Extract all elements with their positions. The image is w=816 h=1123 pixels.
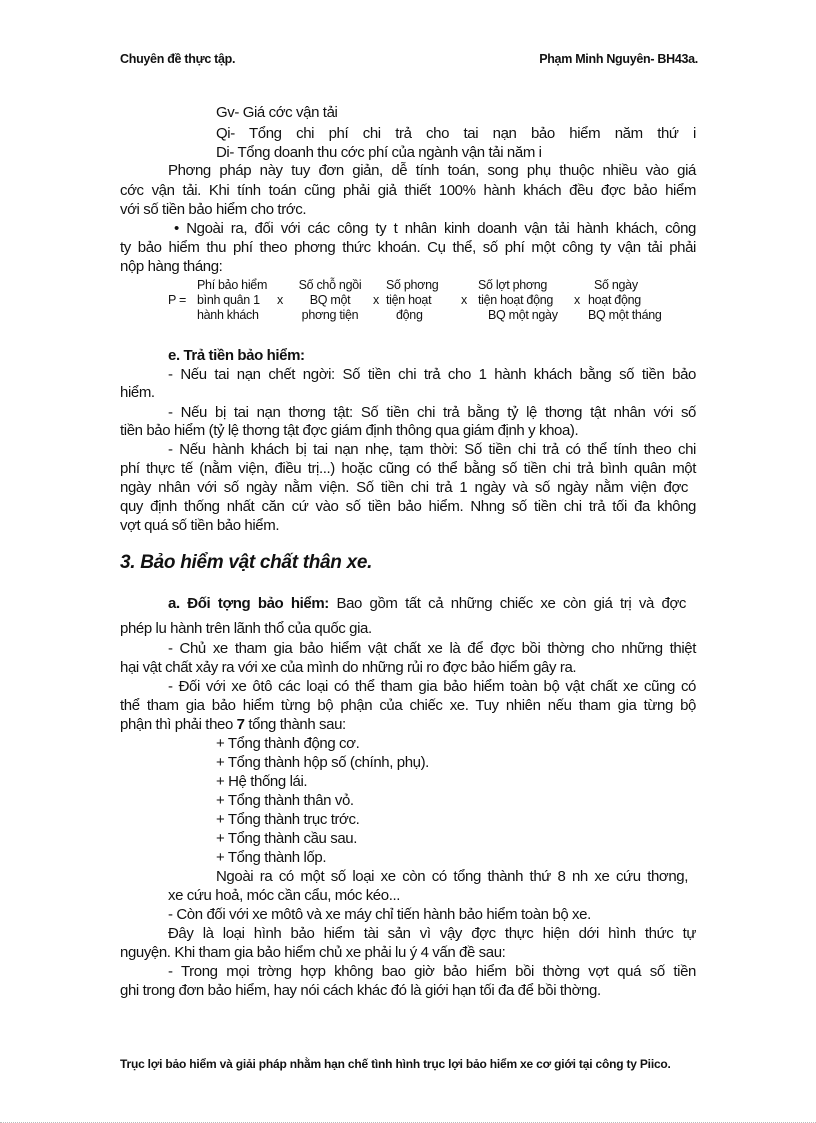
- formula-text: tiện hoạt động: [478, 293, 554, 307]
- text-line: - Trong mọi trờng hợp không bao giờ bảo hiểm bồi thờng vợt quá số tiền: [168, 963, 696, 980]
- section-e-title: e. Trả tiền bảo hiểm:: [168, 347, 305, 364]
- list-item: + Tổng thành hộp số (chính, phụ).: [216, 754, 429, 771]
- text-span: tổng thành sau:: [244, 716, 346, 733]
- formula-times: x: [574, 293, 580, 307]
- text-line: Ngoài ra có một số loại xe còn có tổng thành thứ 8 nh xe cứu thơng,: [216, 868, 688, 885]
- formula-text: Số lợt phơng: [478, 278, 548, 292]
- section-3-title: 3. Bảo hiểm vật chất thân xe.: [120, 552, 373, 573]
- text-line: phí thực tế (nằm viện, điều trị...) hoặc cũng có thể bằng số tiền chi trả bình quân một: [120, 460, 696, 477]
- text-line: cớc vận tải. Khi tính toán cũng phải giả thiết 100% hành khách đều đợc bảo hiểm: [120, 182, 696, 199]
- list-item: + Hệ thống lái.: [216, 773, 308, 790]
- text-line: nộp hàng tháng:: [120, 258, 223, 275]
- text-line: phép lu hành trên lãnh thổ của quốc gia.: [120, 620, 372, 637]
- text-line: - Nếu bị tai nạn thơng tật: Số tiền chi trả bằng tỷ lệ thơng tật nhân với số: [168, 404, 696, 421]
- text-line: Phơng pháp này tuy đơn giản, dễ tính toán, song phụ thuộc nhiều vào giá: [168, 162, 696, 179]
- formula-text: Phí bảo hiểm: [197, 278, 268, 292]
- formula-text: Số chỗ ngồi: [298, 278, 362, 292]
- text-line: hại vật chất xảy ra với xe của mình do những rủi ro đợc bảo hiểm gây ra.: [120, 659, 577, 676]
- header-left: Chuyên đề thực tập.: [120, 52, 236, 66]
- list-item: + Tổng thành động cơ.: [216, 735, 360, 752]
- text-line: - Nếu tai nạn chết ngời: Số tiền chi trả cho 1 hành khách bằng số tiền bảo: [168, 366, 696, 383]
- header-right: Phạm Minh Nguyên- BH43a.: [539, 52, 698, 66]
- text-line: Đây là loại hình bảo hiểm tài sản vì vậy đợc thực hiện dới hình thức tự: [168, 925, 696, 942]
- formula-text: động: [396, 308, 423, 322]
- formula-text: Số ngày: [594, 278, 638, 292]
- formula-text: hành khách: [197, 308, 259, 322]
- formula-text: Số phơng: [386, 278, 439, 292]
- page-footer: Trục lợi bảo hiểm và giải pháp nhằm hạn chế tình hình trục lợi bảo hiểm xe cơ giới tại công ty Piico.: [120, 1057, 671, 1071]
- text-line: - Đối với xe ôtô các loại có thể tham gia bảo hiểm toàn bộ vật chất xe cũng có: [168, 678, 696, 695]
- formula-col-1: [197, 278, 267, 323]
- text-line: ghi trong đơn bảo hiểm, hay nói cách khác đó là giới hạn tối đa để bồi thờng.: [120, 982, 601, 999]
- formula-col-5: [588, 278, 662, 323]
- text-line: nguyện. Khi tham gia bảo hiểm chủ xe phải lu ý 4 vấn đề sau:: [120, 944, 506, 961]
- text-line: [168, 595, 686, 613]
- formula-text: BQ một tháng: [588, 308, 662, 322]
- text-span-bold: 7: [236, 716, 245, 733]
- text-line: quy định thống nhất căn cứ vào số tiền bảo hiểm. Nhng số tiền chi trả tối đa không: [120, 498, 696, 515]
- formula-text: BQ một ngày: [488, 308, 558, 322]
- text-line: • Ngoài ra, đối với các công ty t nhân kinh doanh vận tải hành khách, công: [174, 220, 696, 237]
- text-line: Qi- Tổng chi phí chi trả cho tai nạn bảo hiểm năm thứ i: [216, 125, 696, 142]
- section-a-title: a. Đối tợng bảo hiểm:: [168, 595, 329, 612]
- formula-text: BQ một: [309, 293, 351, 307]
- list-item: + Tổng thành thân vỏ.: [216, 792, 354, 809]
- list-item: + Tổng thành cầu sau.: [216, 830, 358, 847]
- text-line: - Nếu hành khách bị tai nạn nhẹ, tạm thời: Số tiền chi trả có thể tính theo chi: [168, 441, 696, 458]
- text-line: - Chủ xe tham gia bảo hiểm vật chất xe là để đợc bồi thờng cho những thiệt: [168, 640, 696, 657]
- text-line: thể tham gia bảo hiểm từng bộ phận của chiếc xe. Tuy nhiên nếu tham gia từng bộ: [120, 697, 696, 714]
- text-line: ngày nhân với số ngày nằm viện. Số tiền chi trả 1 ngày và số ngày nằm viện đợc: [120, 479, 688, 496]
- text-line: vợt quá số tiền bảo hiểm.: [120, 517, 280, 534]
- formula-col-3: [386, 278, 438, 323]
- formula-col-4: [478, 278, 558, 323]
- list-item: + Tổng thành lốp.: [216, 849, 327, 866]
- text-line: - Còn đối với xe môtô và xe máy chỉ tiến hành bảo hiểm toàn bộ xe.: [168, 906, 591, 923]
- text-line: [120, 716, 346, 734]
- text-line: xe cứu hoả, móc cần cẩu, móc kéo...: [168, 887, 400, 904]
- text-line: ty bảo hiểm thu phí theo phơng thức khoán. Cụ thể, số phí một công ty vận tải phải: [120, 239, 696, 256]
- formula-text: phơng tiện: [301, 308, 359, 322]
- formula-p-label: P =: [168, 293, 186, 307]
- text-span: phận thì phải theo: [120, 716, 237, 733]
- formula-col-2: [290, 278, 370, 323]
- formula-text: tiện hoạt: [386, 293, 432, 307]
- text-line: hiểm.: [120, 384, 155, 401]
- text-line: Gv- Giá cớc vận tải: [216, 104, 338, 121]
- text-line: tiền bảo hiểm (tỷ lệ thơng tật đợc giám định thông qua giám định y khoa).: [120, 422, 579, 439]
- text-line: Di- Tổng doanh thu cớc phí của ngành vận tải năm i: [216, 144, 542, 161]
- formula-text: bình quân 1: [197, 293, 260, 307]
- text-line: với số tiền bảo hiểm cho trớc.: [120, 201, 307, 218]
- section-a-text: Bao gồm tất cả những chiếc xe còn giá trị và đợc: [328, 595, 686, 612]
- formula-times: x: [277, 293, 283, 307]
- formula-text: hoạt động: [588, 293, 641, 307]
- formula-times: x: [461, 293, 467, 307]
- formula-times: x: [373, 293, 379, 307]
- list-item: + Tổng thành trục trớc.: [216, 811, 360, 828]
